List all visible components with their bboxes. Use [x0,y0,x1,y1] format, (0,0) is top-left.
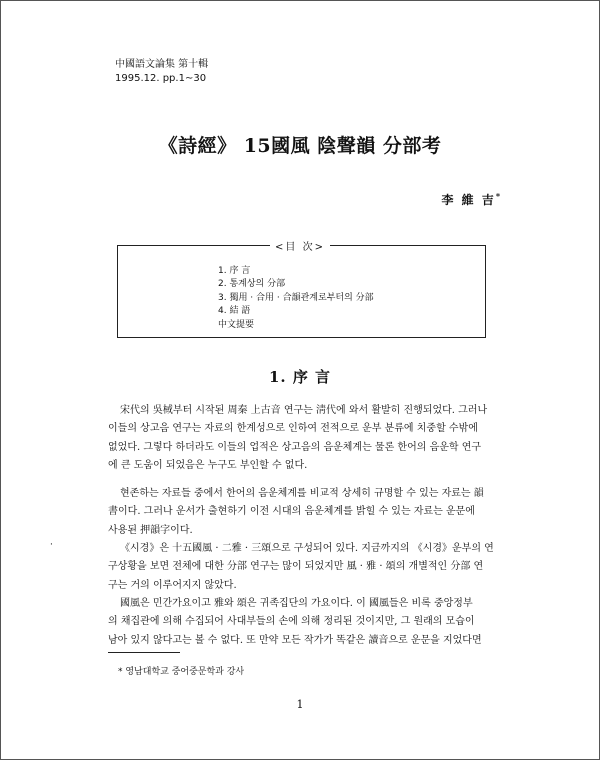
text-line: 《시경》은 十五國風 · 二雅 · 三頌으로 구성되어 있다. 지금까지의 《시경》운부의 연 [120,543,494,555]
text-line: 구상황을 보면 전체에 대한 分部 연구는 많이 되었지만 風 · 雅 · 頌의 개별적인 分部 연 [108,561,484,573]
text-line: 구는 거의 이루어지지 않았다. [108,579,237,591]
section-heading: 1. 序 言 [268,368,332,386]
text-line: 현존하는 자료들 중에서 한어의 음운체계를 비교적 상세히 규명할 수 있는 자료는 韻 [120,488,484,500]
paper-title: 《詩經》 15國風 陰聲韻 分部考 [158,135,442,157]
text-line: 書이다. 그러나 운서가 출현하기 이전 시대의 음운체계를 밝힐 수 있는 자료는 운문에 [108,506,475,518]
author [441,191,500,208]
paragraph [108,402,498,475]
paragraph [108,485,498,540]
toc-item: 2. 통계상의 分部 [218,279,286,290]
toc-list [218,265,374,332]
toc-heading: <目 次> [275,242,325,253]
toc-item: 1. 序 言 [218,266,251,276]
text-line: 없었다. 그렇다 하더라도 이들의 업적은 상고음의 음운체계는 물론 한어의 음운학 연구 [108,441,482,453]
text-line: 이들의 상고음 연구는 자료의 한계성으로 인하여 전적으로 운부 분류에 치중할 수밖에 [108,423,478,435]
margin-mark: · [50,540,53,550]
journal-series [115,58,208,86]
series-line-2: 1995.12. pp.1∼30 [115,73,207,84]
text-line: 남아 있지 않다고는 볼 수 없다. 또 만약 모든 작가가 똑같은 讀音으로 운문을 지었다면 [108,634,482,646]
author-footnote-mark: * [495,191,500,201]
series-line-1: 中國語文論集 第十輯 [115,59,209,70]
author-name: 李 維 吉 [441,193,496,207]
text-line: 宋代의 吳棫부터 시작된 周秦 上古音 연구는 淸代에 와서 활발히 진행되었다. 그러나 [120,405,488,416]
text-line: 의 채집관에 의해 수집되어 사대부들의 손에 의해 정리된 것이지만, 그 원래의 모습이 [108,616,475,628]
text-line: 에 큰 도움이 되었음은 누구도 부인할 수 없다. [108,459,308,471]
toc-item: 中文提要 [218,319,255,330]
footnote-rule [108,652,180,653]
toc-item: 4. 結 語 [218,306,251,317]
paragraph [108,540,498,595]
footnote: * 영남대학교 중어중문학과 강사 [118,667,245,677]
body-text [108,402,498,650]
text-line: 사용된 押韻字이다. [108,524,193,536]
text-line: 國風은 민간가요이고 雅와 頌은 귀족집단의 가요이다. 이 國風들은 비록 중앙정부 [120,597,473,609]
toc-item: 3. 獨用 · 合用 · 合韻관계로부터의 分部 [218,292,374,303]
paragraph [108,595,498,650]
page-number: 1 [296,698,304,711]
